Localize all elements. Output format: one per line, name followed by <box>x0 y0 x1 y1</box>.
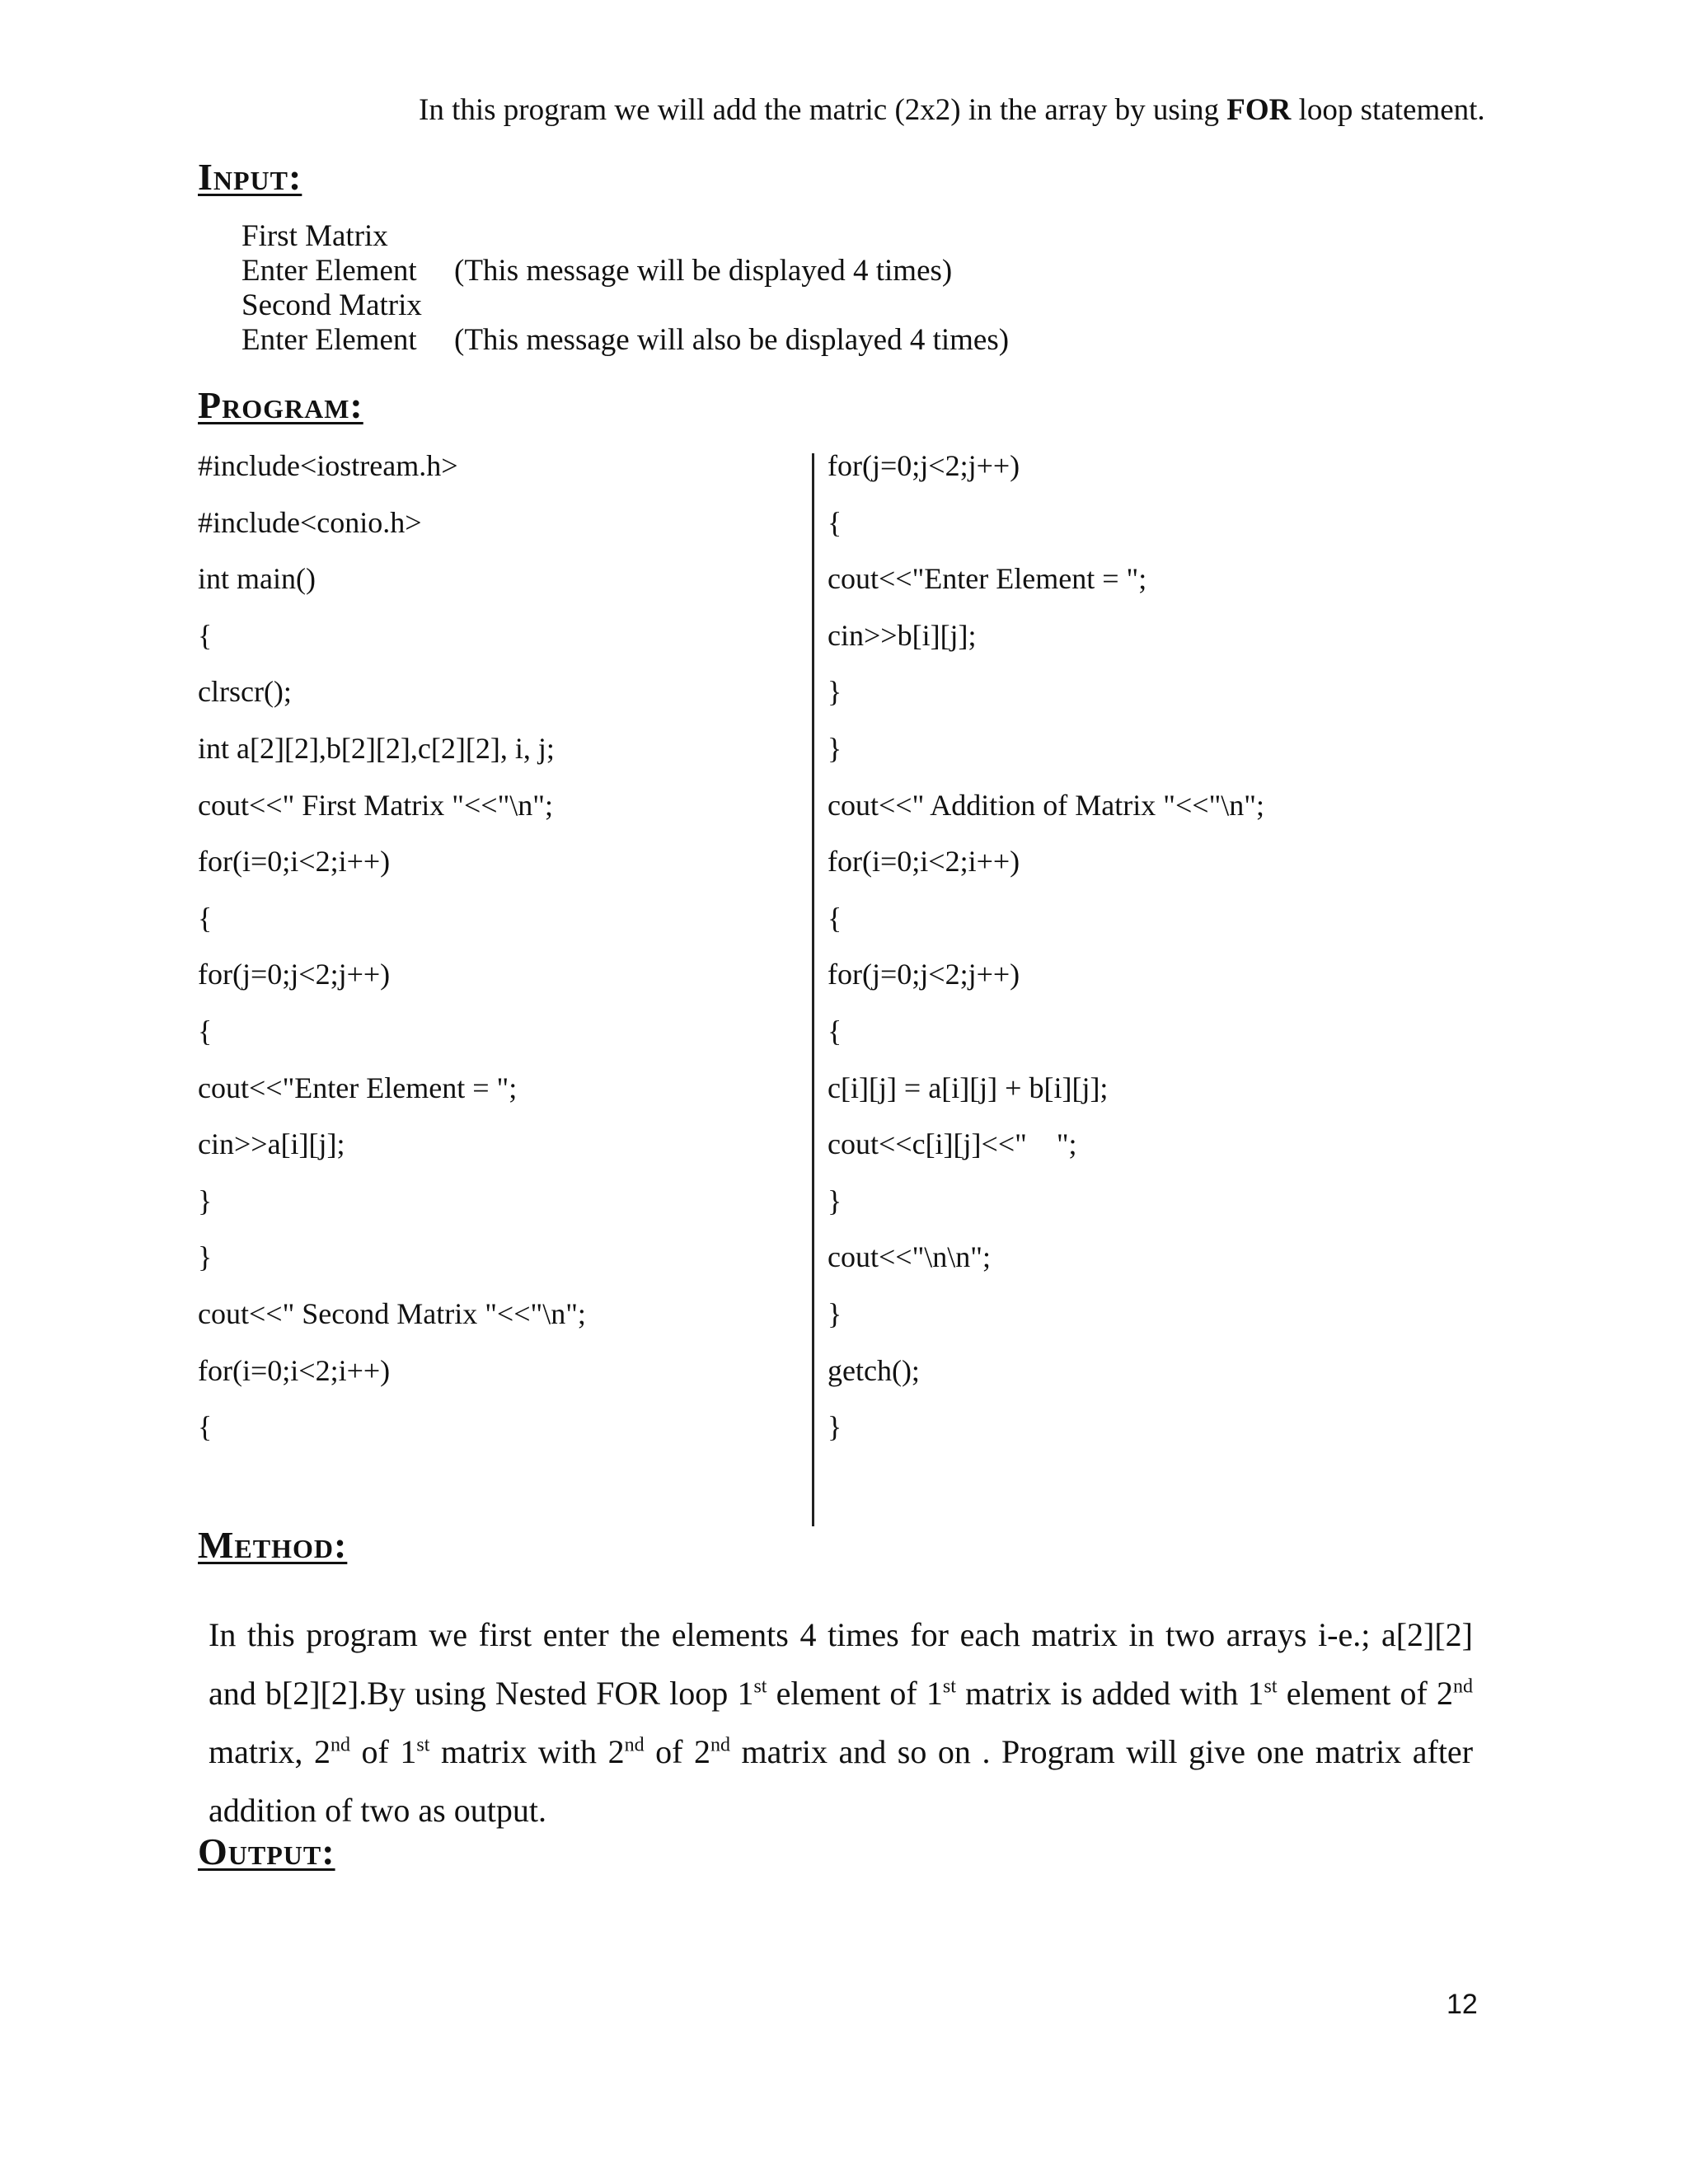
code-line: for(j=0;j<2;j++) <box>828 958 1020 991</box>
method-text: matrix is added with 1 <box>955 1675 1264 1712</box>
code-line: { <box>828 1014 842 1047</box>
code-column-right <box>828 445 1264 1463</box>
input-line <box>241 288 1009 323</box>
method-text: matrix, 2 <box>209 1733 331 1770</box>
code-line: { <box>828 505 842 539</box>
code-line: cout<<c[i][j]<<" "; <box>828 1127 1077 1161</box>
method-text: element of 1 <box>767 1675 943 1712</box>
code-column-left <box>198 445 586 1463</box>
column-divider <box>812 453 814 1526</box>
input-label: First Matrix <box>241 219 388 253</box>
program-heading: Program: <box>198 384 363 426</box>
code-line: clrscr(); <box>198 675 292 709</box>
intro-text-end: loop statement. <box>1291 93 1485 127</box>
method-text: of 1 <box>349 1733 417 1770</box>
code-line: getch(); <box>828 1353 920 1387</box>
code-line: { <box>828 901 842 935</box>
input-description <box>241 219 1009 358</box>
code-line: } <box>828 1183 842 1217</box>
method-text: element of 2 <box>1277 1675 1453 1712</box>
code-line: for(j=0;j<2;j++) <box>198 958 391 991</box>
code-line: cin>>a[i][j]; <box>198 1127 345 1161</box>
method-heading: Method: <box>198 1524 348 1566</box>
input-note: (This message will be displayed 4 times) <box>454 254 953 288</box>
code-line: cout<<" Addition of Matrix "<<"\n"; <box>828 788 1264 822</box>
ordinal-suffix: st <box>416 1734 430 1756</box>
code-line: c[i][j] = a[i][j] + b[i][j]; <box>828 1071 1109 1104</box>
code-line: cout<<"\n\n"; <box>828 1240 991 1274</box>
input-label: Second Matrix <box>241 288 422 322</box>
input-note: (This message will also be displayed 4 times) <box>454 323 1010 357</box>
code-line: for(j=0;j<2;j++) <box>828 449 1020 482</box>
ordinal-suffix: nd <box>330 1734 350 1756</box>
ordinal-suffix: st <box>753 1675 767 1698</box>
input-label: Enter Element <box>241 323 417 357</box>
ordinal-suffix: st <box>1264 1675 1278 1698</box>
method-text: of 2 <box>644 1733 710 1770</box>
code-line: cin>>b[i][j]; <box>828 618 977 652</box>
code-line: cout<<"Enter Element = "; <box>198 1071 518 1104</box>
code-line: int main() <box>198 562 316 596</box>
code-line: int a[2][2],b[2][2],c[2][2], i, j; <box>198 731 555 765</box>
input-heading: Input: <box>198 156 302 198</box>
ordinal-suffix: nd <box>624 1734 645 1756</box>
code-line: cout<<" Second Matrix "<<"\n"; <box>198 1296 586 1330</box>
page-number: 12 <box>1447 1989 1478 2020</box>
ordinal-suffix: st <box>942 1675 956 1698</box>
input-line <box>241 254 1009 288</box>
code-line: for(i=0;i<2;i++) <box>828 845 1020 879</box>
code-line: } <box>828 675 842 709</box>
intro-text-start: In this program we will add the matric (2x2) in the array by using <box>419 93 1227 127</box>
code-line: #include<iostream.h> <box>198 449 458 482</box>
code-line: } <box>198 1183 213 1217</box>
ordinal-suffix: nd <box>710 1734 730 1756</box>
code-line: } <box>828 731 842 765</box>
input-line <box>241 219 1009 254</box>
ordinal-suffix: nd <box>1453 1675 1473 1698</box>
intro-keyword-for: FOR <box>1226 93 1292 127</box>
output-heading: Output: <box>198 1830 335 1872</box>
method-text: matrix and so on . Program will give one matrix after addition of two as output. <box>209 1733 1474 1829</box>
code-line: cout<<" First Matrix "<<"\n"; <box>198 788 553 822</box>
code-line: } <box>828 1410 842 1444</box>
method-text: matrix with 2 <box>429 1733 625 1770</box>
code-line: { <box>198 1014 213 1047</box>
code-line: { <box>198 901 213 935</box>
code-line: } <box>828 1296 842 1330</box>
code-line: #include<conio.h> <box>198 505 422 539</box>
input-label: Enter Element <box>241 254 417 288</box>
code-line: { <box>198 1410 213 1444</box>
method-paragraph <box>209 1605 1473 1840</box>
input-line <box>241 323 1009 358</box>
intro-sentence <box>419 92 1485 128</box>
code-line: cout<<"Enter Element = "; <box>828 562 1147 596</box>
code-line: { <box>198 618 213 652</box>
method-text: In this program we first enter the elements 4 times for each matrix in two arrays i-e.; a[2][2] and b[2][2].By using Nested FOR loop 1 <box>209 1616 1473 1712</box>
code-line: for(i=0;i<2;i++) <box>198 1353 391 1387</box>
code-line: } <box>198 1240 213 1274</box>
code-line: for(i=0;i<2;i++) <box>198 845 391 879</box>
